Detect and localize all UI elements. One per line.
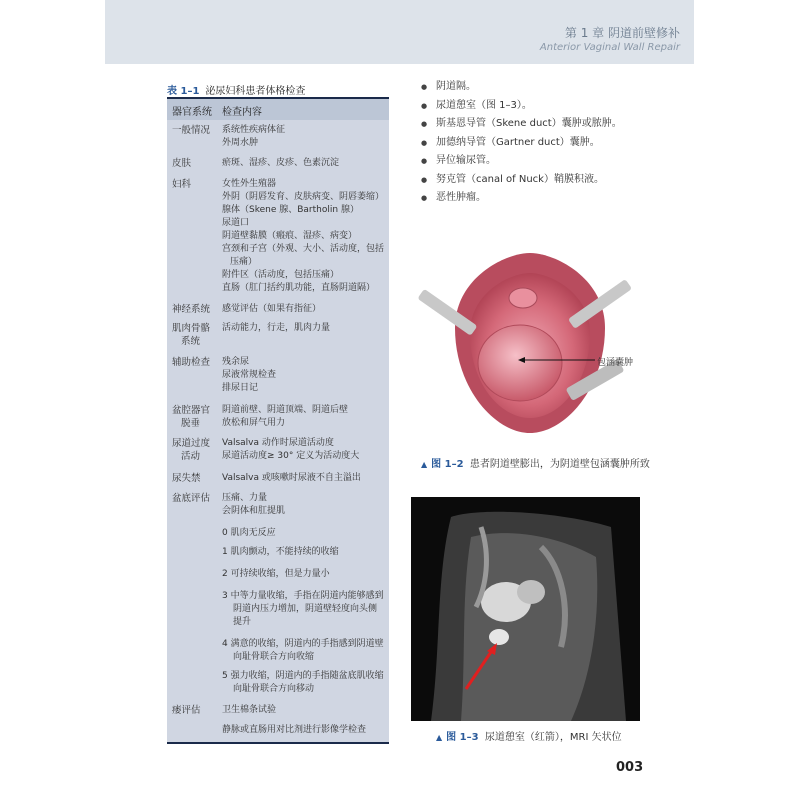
chapter-title-en: Anterior Vaginal Wall Repair [539,42,680,53]
organ-system-cell [172,404,222,430]
organ-system-text: 尿道过度 [172,438,211,449]
list-item: ● 异位输尿管。 [421,152,721,171]
figure-1-2-text: 患者阴道壁膨出，为阴道壁包涵囊肿所致 [469,459,650,470]
exam-content-line: 直肠（肛门括约肌功能，直肠阴道隔） [222,283,376,293]
exam-content-cell [222,404,387,430]
figure-1-2-caption [421,455,650,470]
figure-1-2-number: 图 1–2 [431,459,464,470]
exam-content-cell [222,303,387,316]
exam-content-cell [222,322,387,335]
list-item: ● 努克管（canal of Nuck）鞘膜积液。 [421,171,721,190]
header-exam-content: 检查内容 [222,107,262,118]
organ-system-cell [172,492,222,505]
exam-content-line: 宫颈和子宫（外观、大小、活动度，包括 [222,244,385,254]
exam-content-line: 附件区（活动度，包括压痛） [222,270,340,280]
page-number: 003 [616,760,644,775]
figure-1-3-caption [436,728,622,743]
figure-1-3-text: 尿道憩室（红箭），MRI 矢状位 [484,732,622,743]
organ-system-cell [172,704,222,717]
exam-content-cell [222,472,387,485]
organ-system-text: 辅助检查 [172,357,211,368]
exam-content-line: 0 肌肉无反应 [222,528,276,538]
exam-content-line: 阴道前壁、阴道顶端、阴道后壁 [222,405,349,415]
exam-content-cell [222,492,387,518]
organ-system-text: 妇科 [172,179,192,190]
exam-content-line: 5 强力收缩，阴道内的手指随盆底肌收缩 [222,671,384,681]
organ-system-cell [172,472,222,485]
exam-content-line: 提升 [233,617,252,627]
exam-content-line: 尿液常规检查 [222,370,277,380]
organ-system-cell [172,124,222,137]
table-caption [167,82,305,97]
list-item: ● 尿道憩室（图 1–3）。 [421,97,721,116]
exam-content-cell [222,356,387,395]
exam-content-line: 感觉评估（如果有指征） [222,304,322,314]
organ-system-text: 瘘评估 [172,705,201,716]
list-item: ● 恶性肿瘤。 [421,189,721,208]
exam-content-line: 4 满意的收缩，阴道内的手指感到阴道壁 [222,639,384,649]
mri-sagittal-image [411,497,640,721]
list-item: ● 阴道隔。 [421,78,721,97]
exam-content-line: 女性外生殖器 [222,179,277,189]
organ-system-text: 尿失禁 [172,473,201,484]
page-header [105,0,694,64]
exam-content-line: 活动能力，行走，肌肉力量 [222,323,331,333]
organ-system-cell [172,437,222,463]
exam-content-line: 压痛、力量 [222,493,268,503]
exam-content-line: 压痛） [230,257,258,267]
exam-content-line: 尿道口 [222,218,250,228]
organ-system-text: 盆底评估 [172,493,211,504]
organ-system-text-cont: 系统 [181,336,201,347]
exam-content-line: 向耻骨联合方向收缩 [233,652,315,662]
exam-content-line: Valsalva 动作时尿道活动度 [222,438,334,448]
triangle-icon: ▲ [436,733,443,742]
exam-content-line: 排尿日记 [222,383,259,393]
exam-content-line: 尿道活动度≥ 30° 定义为活动度大 [222,451,360,461]
organ-system-text-cont: 脱垂 [181,418,201,429]
organ-system-text: 盆腔器官 [172,405,211,416]
exam-content-cell [222,638,387,664]
table-title: 泌尿妇科患者体格检查 [205,86,306,97]
differential-list [421,78,721,208]
exam-content-cell [222,124,387,150]
exam-content-line: 静脉或直肠用对比剂进行影像学检查 [222,725,367,735]
organ-system-text: 肌肉骨骼 [172,323,211,334]
organ-system-text: 皮肤 [172,158,192,169]
triangle-icon: ▲ [421,460,428,469]
table-bottom-rule [167,742,389,744]
organ-system-cell [172,356,222,369]
table-number: 表 1–1 [167,86,200,97]
exam-content-line: 2 可持续收缩，但是力量小 [222,569,330,579]
exam-content-line: 外周水肿 [222,138,259,148]
exam-content-cell [222,568,387,581]
exam-content-cell [222,590,387,629]
exam-content-cell [222,704,387,717]
organ-system-text-cont: 活动 [181,451,201,462]
exam-content-line: 外阴（阴唇发育、皮肤病变、阴唇萎缩） [222,192,385,202]
exam-content-line: 残余尿 [222,357,250,367]
organ-system-cell [172,157,222,170]
figure-1-3-number: 图 1–3 [446,732,479,743]
organ-system-text: 一般情况 [172,125,211,136]
exam-content-line: 阴道内压力增加，阴道壁轻度向头侧 [233,604,378,614]
exam-content-cell [222,157,387,170]
organ-system-text: 神经系统 [172,304,211,315]
organ-system-cell [172,303,222,316]
exam-content-cell [222,546,387,559]
chapter-title-zh: 第 1 章 阴道前壁修补 [564,26,680,40]
exam-content-line: 1 肌肉颤动，不能持续的收缩 [222,547,339,557]
cyst-label: 包涵囊肿 [597,358,634,368]
header-organ-system: 器官系统 [172,107,212,118]
exam-content-line: 会阴体和肛提肌 [222,506,286,516]
exam-content-cell [222,437,387,463]
exam-content-cell [222,527,387,540]
exam-content-line: 放松和屏气用力 [222,418,286,428]
organ-system-cell [172,322,222,348]
exam-content-line: Valsalva 或咳嗽时尿液不自主溢出 [222,473,361,483]
exam-content-line: 腺体（Skene 腺、Bartholin 腺） [222,205,359,215]
vaginal-cyst-illustration [415,248,645,448]
exam-content-line: 阴道壁黏膜（瘢痕、湿疹、病变） [222,231,358,241]
exam-content-cell [222,724,387,737]
exam-content-line: 卫生棉条试验 [222,705,277,715]
list-item: ● 加德纳导管（Gartner duct）囊肿。 [421,134,721,153]
exam-content-line: 3 中等力量收缩，手指在阴道内能够感到 [222,591,384,601]
list-item: ● 斯基恩导管（Skene duct）囊肿或脓肿。 [421,115,721,134]
exam-content-cell [222,670,387,696]
organ-system-cell [172,178,222,191]
exam-content-line: 系统性疾病体征 [222,125,286,135]
exam-content-line: 瘀斑、湿疹、皮疹、色素沉淀 [222,158,340,168]
exam-content-cell [222,178,387,295]
exam-content-line: 向耻骨联合方向移动 [233,684,315,694]
